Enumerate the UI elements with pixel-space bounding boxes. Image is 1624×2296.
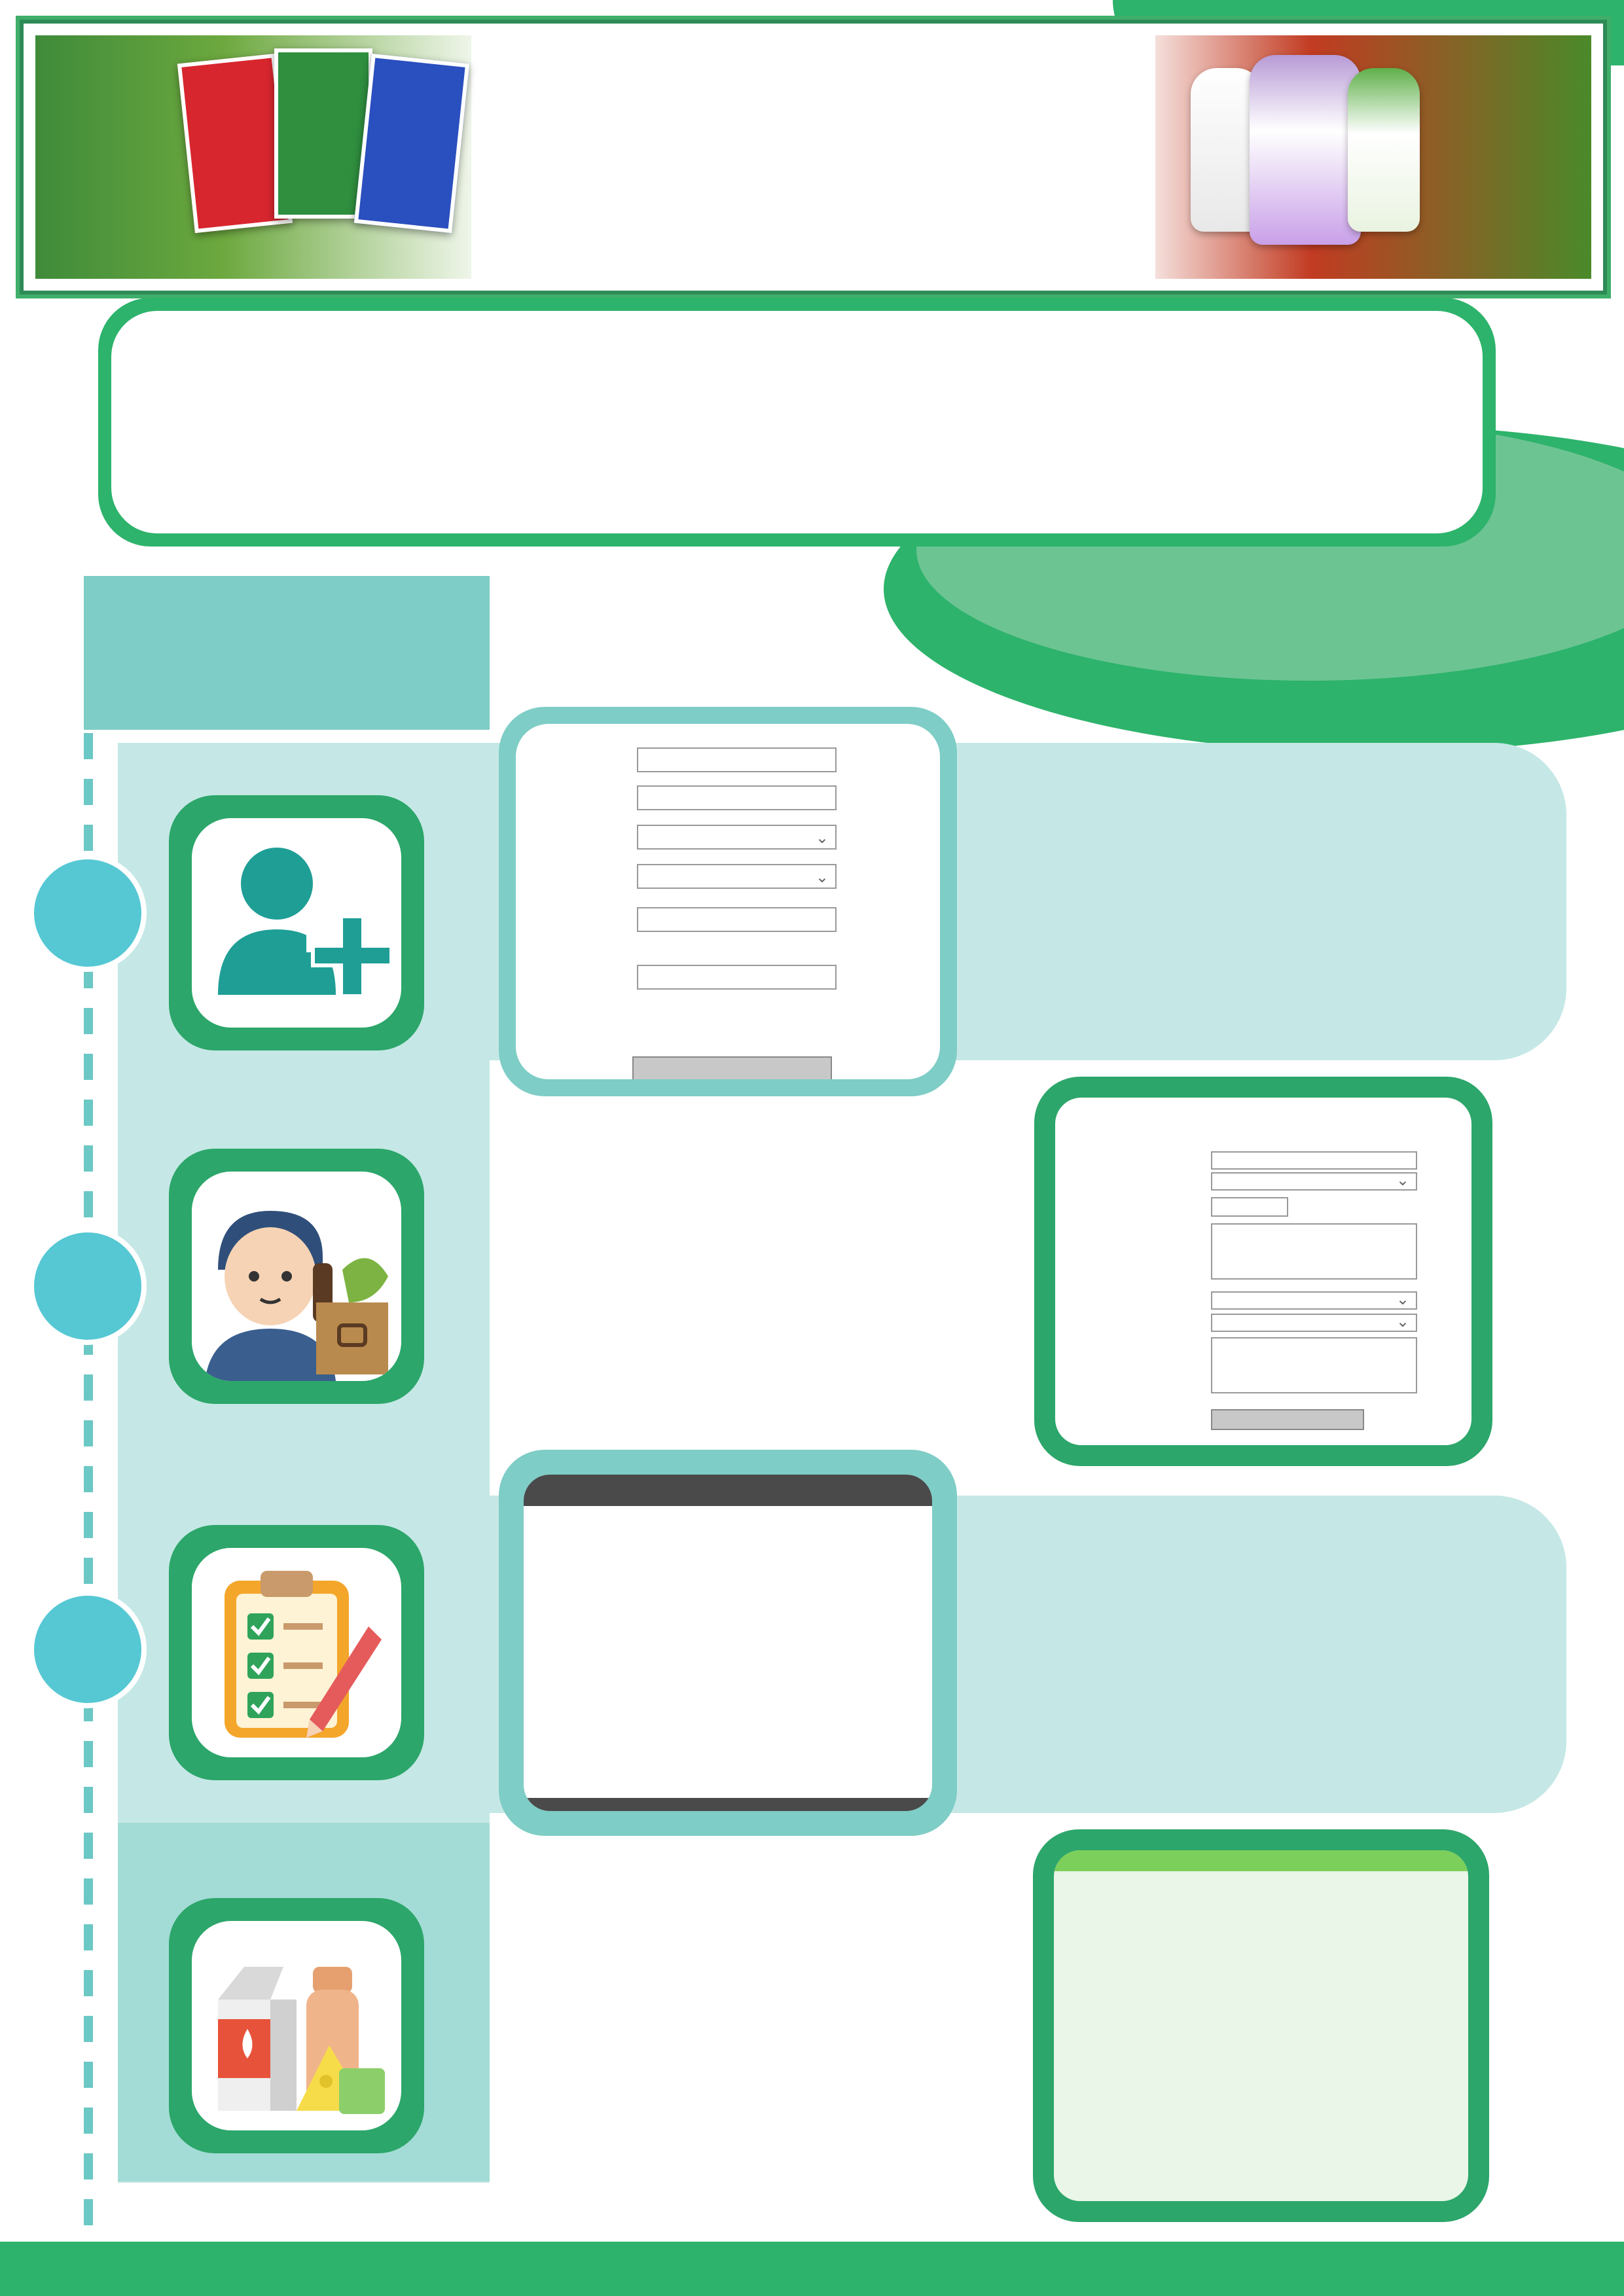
remark-textarea[interactable]: [1211, 1337, 1417, 1393]
service-url-link[interactable]: [720, 537, 1584, 609]
groceries-icon: [192, 1921, 401, 2130]
occupation-select[interactable]: [637, 825, 837, 850]
phone-input[interactable]: [637, 907, 837, 932]
last-name-input[interactable]: [637, 785, 837, 810]
step1-icon-card: [169, 795, 424, 1050]
step2-number-badge: [29, 1227, 147, 1345]
step2-icon-card: [169, 1149, 424, 1404]
add-user-icon: [192, 818, 401, 1028]
steps-heading: [84, 576, 490, 730]
banner-image: [35, 35, 1591, 279]
bottle-image: [1348, 68, 1420, 232]
table-header-bar: [524, 1475, 932, 1506]
farmer-with-basket-icon: [192, 1172, 401, 1381]
agency-select[interactable]: [1211, 1314, 1417, 1332]
purpose-textarea[interactable]: [1211, 1223, 1417, 1280]
chevron-down-icon: ⌄: [815, 829, 829, 847]
save-button[interactable]: [632, 1056, 832, 1079]
province-select[interactable]: [637, 864, 837, 889]
step1-form-screenshot: [499, 707, 957, 1096]
step4-icon-card: [169, 1898, 424, 2153]
intro-panel: [98, 298, 1496, 547]
email-input[interactable]: [637, 965, 837, 990]
footer: [0, 2242, 1624, 2296]
product-select[interactable]: [1211, 1172, 1417, 1191]
step3-number-badge: [29, 1590, 147, 1708]
booklet-blue-image: [354, 54, 469, 233]
chevron-down-icon: ⌄: [1396, 1312, 1409, 1331]
step3-icon-card: [169, 1525, 424, 1780]
chevron-down-icon: ⌄: [815, 868, 829, 886]
product-type-select[interactable]: [1211, 1151, 1417, 1170]
checklist-clipboard-icon: [192, 1548, 401, 1757]
product-panel-title: [1054, 1850, 1468, 1871]
step4-product-screenshot: [1033, 1829, 1489, 2222]
step1-number-badge: [29, 854, 147, 972]
header-banner: [20, 20, 1607, 295]
step2-request-form-screenshot: [1034, 1077, 1492, 1466]
bottle-image: [1250, 55, 1361, 245]
first-name-input[interactable]: [637, 747, 837, 772]
step3-status-table-screenshot: [499, 1450, 957, 1836]
delivery-province-select[interactable]: [1211, 1291, 1417, 1310]
chevron-down-icon: ⌄: [1396, 1171, 1409, 1189]
quantity-input[interactable]: [1211, 1197, 1288, 1217]
submit-request-button[interactable]: [1211, 1409, 1364, 1430]
chevron-down-icon: ⌄: [1396, 1290, 1409, 1308]
